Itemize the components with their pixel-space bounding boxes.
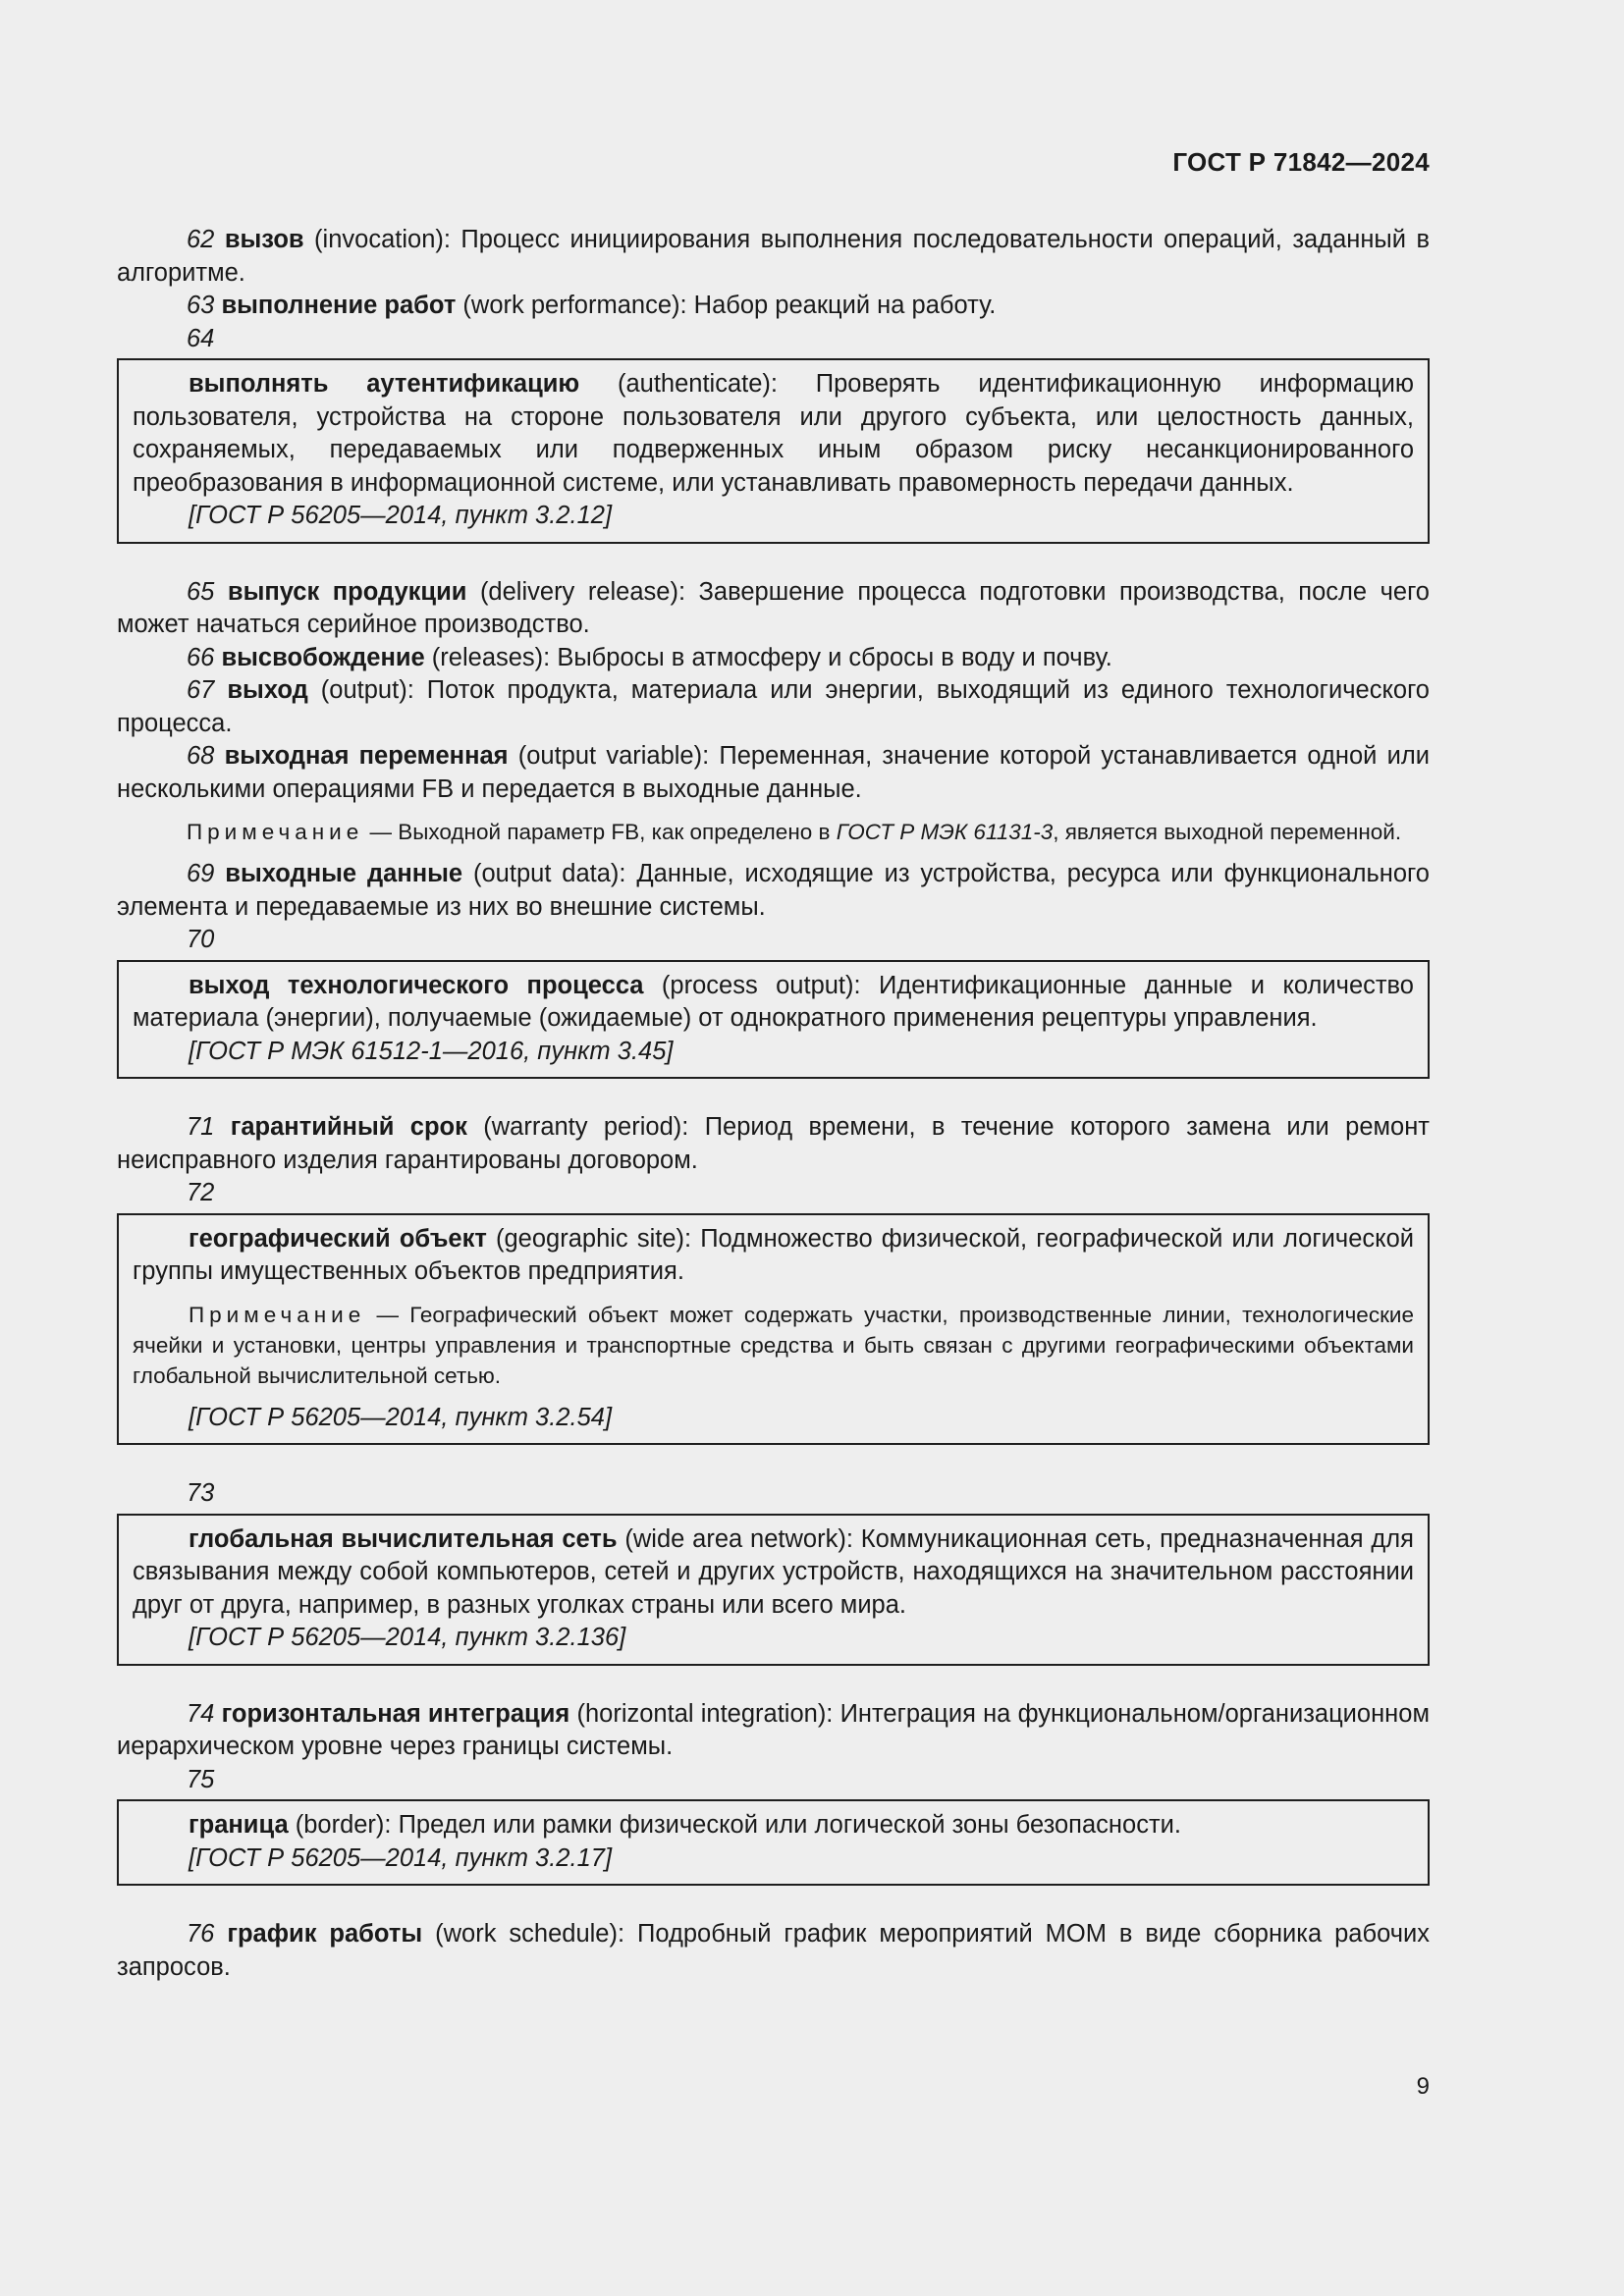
note-72 xyxy=(133,1300,1414,1391)
entry-term: географический объект xyxy=(189,1224,487,1253)
entry-number: 63 xyxy=(187,292,215,319)
entry-66 xyxy=(117,642,1430,675)
entry-number-73: 73 xyxy=(187,1479,215,1507)
source-reference: [ГОСТ Р 56205—2014, пункт 3.2.12] xyxy=(189,502,613,529)
entry-70 xyxy=(133,970,1414,1036)
entry-72 xyxy=(133,1223,1414,1289)
page-number: 9 xyxy=(1416,2073,1430,2100)
entry-term: гарантийный срок xyxy=(230,1113,467,1141)
entry-number: 65 xyxy=(187,577,215,606)
entry-term: выходная переменная xyxy=(224,742,509,770)
entry-number: 71 xyxy=(187,1113,215,1141)
note-text-end: , является выходной переменной. xyxy=(1053,820,1402,844)
note-text: — Географический объект может содержать участки, производственные линии, технологические ячейки и установки, центры управления и транспортные средства и быть связан с другими географическими объектами глобальной вычислительной сетью. xyxy=(133,1302,1414,1388)
entry-definition: (releases): Выбросы в атмосферу и сбросы в воду и почву. xyxy=(424,643,1112,671)
entry-number-64: 64 xyxy=(187,324,215,352)
entry-definition: (geographic site): Подмножество физической, географической или логической группы имущественных объектов предприятия. xyxy=(133,1224,1414,1285)
entry-definition: (warranty period): Период времени, в течение которого замена или ремонт неисправного изделия гарантированы договором. xyxy=(117,1113,1430,1174)
page-content xyxy=(117,224,1430,1984)
entry-number-72: 72 xyxy=(187,1179,215,1206)
entry-term: выполнение работ xyxy=(221,292,457,319)
entry-number: 66 xyxy=(187,643,215,671)
entry-definition: (wide area network): Коммуникационная сеть, предназначенная для связывания между собой компьютеров, сетей и других устройств, находящихся на значительном расстоянии друг от друга, например, в разных уголках страны или всего мира. xyxy=(133,1524,1414,1619)
entry-term: выходные данные xyxy=(225,860,463,887)
entry-number: 68 xyxy=(187,742,215,770)
note-text: — Выходной параметр FB, как определено в xyxy=(363,820,837,844)
entry-75 xyxy=(133,1809,1414,1842)
entry-71 xyxy=(117,1111,1430,1177)
entry-term: выполнять аутентификацию xyxy=(189,370,580,398)
entry-number: 67 xyxy=(187,676,215,704)
quoted-term-box-64 xyxy=(117,358,1430,544)
note-68 xyxy=(117,817,1430,847)
entry-63 xyxy=(117,290,1430,323)
entry-definition: (work performance): Набор реакций на работу. xyxy=(456,292,997,319)
source-reference: [ГОСТ Р 56205—2014, пункт 3.2.54] xyxy=(189,1403,613,1431)
entry-number-75: 75 xyxy=(187,1765,215,1793)
entry-definition: (invocation): Процесс инициирования выполнения последовательности операций, заданный в алгоритме. xyxy=(117,226,1430,287)
entry-73 xyxy=(133,1523,1414,1623)
entry-definition: (horizontal integration): Интеграция на функциональном/организационном иерархическом уровне через границы системы. xyxy=(117,1699,1430,1760)
entry-definition: (border): Предел или рамки физической или логической зоны безопасности. xyxy=(288,1811,1181,1839)
entry-definition: (process output): Идентификационные данные и количество материала (энергии), получаемые (ожидаемые) от однократного применения рецептуры управления. xyxy=(133,971,1414,1032)
entry-62 xyxy=(117,224,1430,290)
entry-definition: (output): Поток продукта, материала или энергии, выходящий из единого технологического процесса. xyxy=(117,676,1430,737)
entry-67 xyxy=(117,674,1430,740)
entry-term: выход xyxy=(227,676,308,704)
entry-definition: (output data): Данные, исходящие из устройства, ресурса или функционального элемента и передаваемые из них во внешние системы. xyxy=(117,860,1430,921)
entry-term: горизонтальная интеграция xyxy=(221,1699,570,1728)
entry-definition: (delivery release): Завершение процесса подготовки производства, после чего может начаться серийное производство. xyxy=(117,577,1430,638)
quoted-term-box-73 xyxy=(117,1514,1430,1666)
entry-number: 62 xyxy=(187,226,215,253)
entry-number-70: 70 xyxy=(187,926,215,953)
entry-65 xyxy=(117,576,1430,642)
entry-term: глобальная вычислительная сеть xyxy=(189,1524,618,1553)
entry-definition: (output variable): Переменная, значение которой устанавливается одной или несколькими операциями FB и передается в выходные данные. xyxy=(117,742,1430,803)
note-label: Примечание xyxy=(187,820,364,844)
entry-64 xyxy=(133,368,1414,500)
entry-term: вызов xyxy=(224,226,304,253)
entry-definition: (work schedule): Подробный график мероприятий МОМ в виде сборника рабочих запросов. xyxy=(117,1920,1430,1981)
quoted-term-box-75 xyxy=(117,1799,1430,1886)
entry-74 xyxy=(117,1698,1430,1764)
entry-term: выпуск продукции xyxy=(227,577,467,606)
entry-69 xyxy=(117,858,1430,924)
entry-definition: (authenticate): Проверять идентификационную информацию пользователя, устройства на стороне пользователя или другого субъекта, или целостность данных, сохраняемых, передаваемых или подверженных иным образом риску несанкционированного преобразования в информационной системе, или устанавливать правомерность передачи данных. xyxy=(133,370,1414,497)
entry-number: 76 xyxy=(187,1920,215,1948)
quoted-term-box-72 xyxy=(117,1213,1430,1446)
entry-68 xyxy=(117,740,1430,806)
entry-number: 69 xyxy=(187,860,215,887)
note-standard-ref: ГОСТ Р МЭК 61131-3 xyxy=(836,820,1054,844)
document-id: ГОСТ Р 71842—2024 xyxy=(1172,147,1430,177)
source-reference: [ГОСТ Р 56205—2014, пункт 3.2.136] xyxy=(189,1624,626,1651)
entry-term: высвобождение xyxy=(221,643,425,671)
note-label: Примечание xyxy=(189,1302,366,1327)
source-reference: [ГОСТ Р 56205—2014, пункт 3.2.17] xyxy=(189,1843,613,1872)
quoted-term-box-70 xyxy=(117,960,1430,1080)
entry-term: график работы xyxy=(227,1920,423,1948)
source-reference: [ГОСТ Р МЭК 61512-1—2016, пункт 3.45] xyxy=(189,1037,674,1065)
entry-term: выход технологического процесса xyxy=(189,971,644,999)
entry-number: 74 xyxy=(187,1699,215,1728)
entry-76 xyxy=(117,1918,1430,1984)
entry-term: граница xyxy=(189,1811,289,1839)
